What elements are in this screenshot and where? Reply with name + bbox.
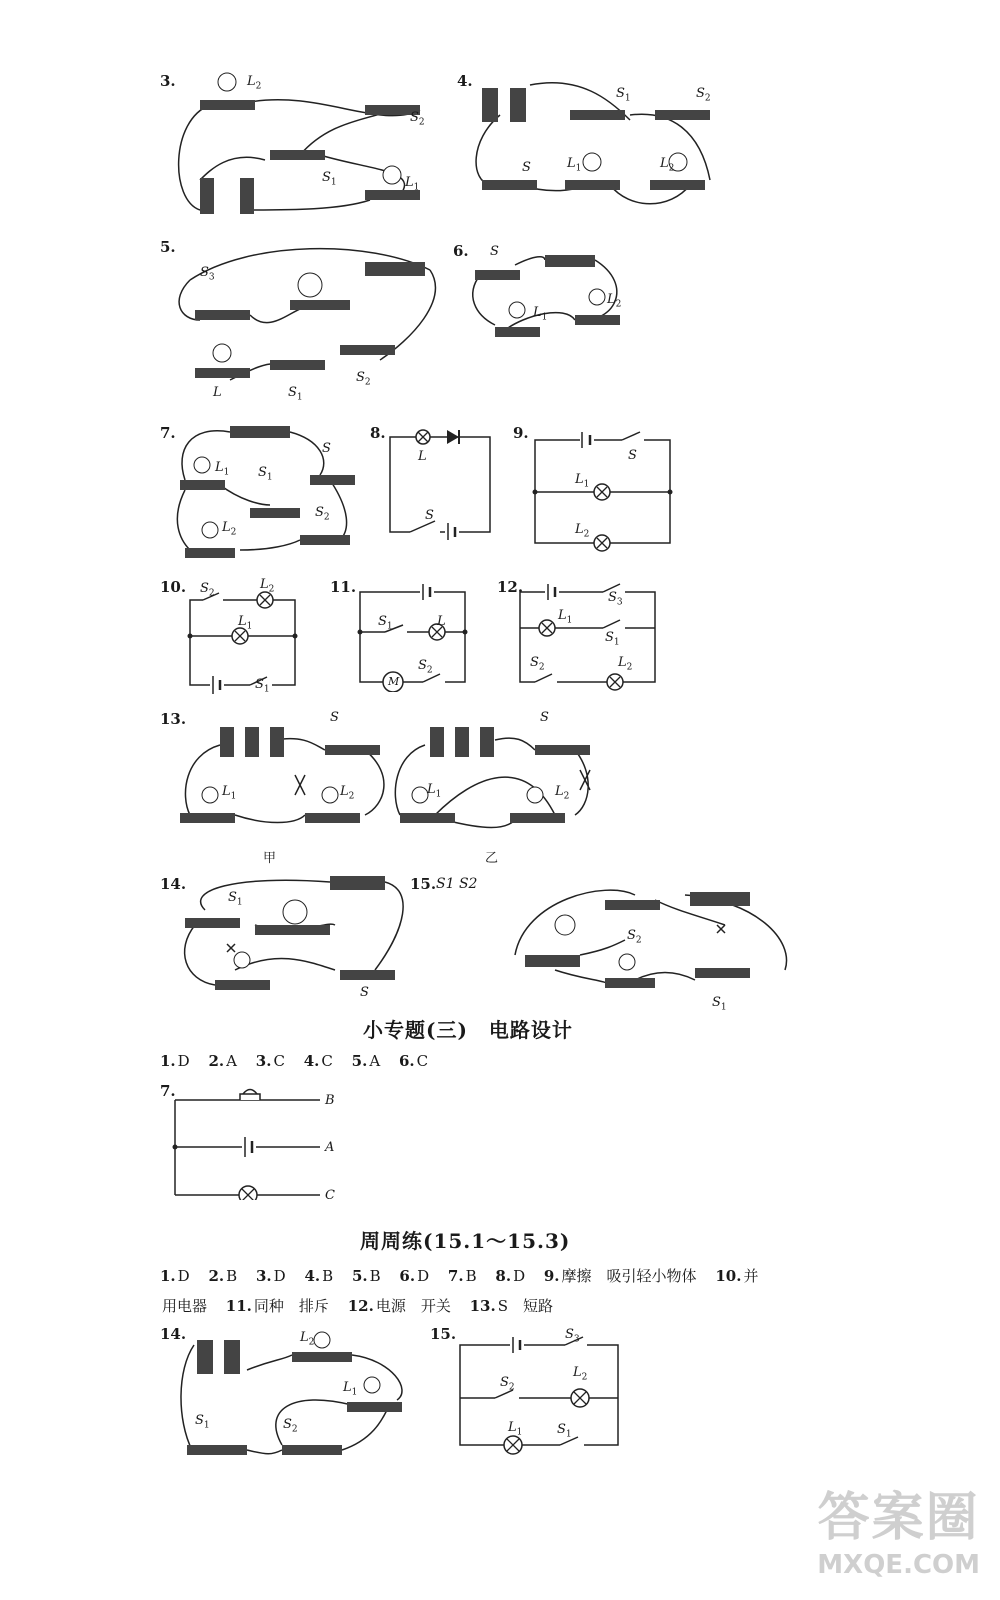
problem-12-label: $L_1$: [558, 608, 573, 626]
q15-label: $S_3$: [565, 1327, 580, 1345]
answer-item: 3. D: [255, 1267, 286, 1285]
q14-label: $L_2$: [300, 1330, 315, 1348]
q7-terminal-b: B: [325, 1093, 335, 1108]
answer-item: 11. 同种 排斥: [225, 1297, 329, 1315]
problem-4-circuit-diagram: [470, 70, 730, 220]
q14-label: $S_2$: [283, 1417, 298, 1435]
q15-label: $L_2$: [573, 1365, 588, 1383]
problem-8-number: 8.: [370, 424, 386, 442]
problem-7-label: $L_1$: [215, 460, 230, 478]
problem-6-label: $L_1$: [533, 305, 548, 323]
section-2-q15-circuit-diagram: [455, 1335, 625, 1455]
problem-3-label: $L_2$: [247, 74, 262, 92]
problem-3-label: $S_2$: [410, 110, 425, 128]
section-2-answers-line-2: [160, 1295, 567, 1316]
problem-3-circuit-diagram: [170, 60, 440, 230]
answer-item: 3. C: [255, 1052, 285, 1070]
answer-item: 2. A: [208, 1052, 237, 1070]
answer-item: 4. B: [304, 1267, 334, 1285]
problem-8-label: L: [418, 449, 427, 464]
section-1-answers: [160, 1052, 442, 1070]
problem-12-number: 12.: [497, 578, 524, 596]
problem-7-circuit-diagram: [170, 420, 360, 565]
problem-4-label: $S_1$: [616, 86, 631, 104]
problem-7-label: $S_2$: [315, 505, 330, 523]
answer-item: 1. D: [160, 1267, 190, 1285]
motor-label: M: [388, 675, 400, 688]
problem-13-number: 13.: [160, 710, 187, 728]
answer-item: 8. D: [495, 1267, 526, 1285]
caption-jia: 甲: [263, 851, 277, 866]
problem-15-answer: S1 S2: [436, 876, 478, 892]
watermark-logo: [817, 1475, 980, 1580]
answer-item: 6. C: [398, 1052, 429, 1070]
problem-13-label: S: [540, 710, 549, 725]
problem-6-number: 6.: [453, 242, 469, 260]
answer-item: 5. B: [351, 1267, 381, 1285]
q14-label: $L_1$: [343, 1380, 358, 1398]
problem-13-label: $L_2$: [340, 784, 355, 802]
q7-terminal-a: A: [325, 1140, 335, 1155]
section-title-circuit-design: 小专题(三) 电路设计: [363, 1018, 573, 1042]
problem-11-number: 11.: [330, 578, 357, 596]
problem-12-label: $S_2$: [530, 655, 545, 673]
answer-item: 5. A: [351, 1052, 381, 1070]
problem-13-label: S: [330, 710, 339, 725]
answer-item: 10. 并: [715, 1267, 759, 1285]
problem-3-label: $S_1$: [322, 170, 337, 188]
problem-14-label: $S_1$: [228, 890, 243, 908]
q15-label: $S_2$: [500, 1375, 515, 1393]
problem-5-number: 5.: [160, 238, 176, 256]
problem-12-label: $L_2$: [618, 655, 633, 673]
problem-4-number: 4.: [457, 72, 473, 90]
problem-12-label: $S_3$: [608, 590, 623, 608]
problem-10-label: $S_2$: [200, 581, 215, 599]
problem-13-label: $L_1$: [427, 782, 442, 800]
problem-12-circuit-diagram: [515, 582, 660, 692]
answer-item: 6. D: [399, 1267, 430, 1285]
q14-label: $S_1$: [195, 1413, 210, 1431]
problem-5-label: $S_2$: [356, 370, 371, 388]
problem-9-circuit-diagram: [530, 430, 680, 555]
problem-4-label: $S_2$: [696, 86, 711, 104]
problem-14-number: 14.: [160, 875, 187, 893]
problem-12-label: $S_1$: [605, 630, 620, 648]
answer-item: 用电器: [162, 1297, 208, 1315]
answer-item: 9. 摩擦 吸引轻小物体: [543, 1267, 697, 1285]
problem-7-label: S: [322, 441, 331, 456]
q15-label: $S_1$: [557, 1422, 572, 1440]
section-title-weekly-practice: 周周练(15.1～15.3): [360, 1229, 571, 1253]
answer-item: 7. B: [447, 1267, 477, 1285]
section-1-q7-circuit-diagram: [170, 1085, 330, 1200]
problem-9-label: $L_2$: [575, 522, 590, 540]
problem-11-label: L: [437, 614, 446, 629]
problem-14-label: S: [360, 985, 369, 1000]
problem-9-label: $L_1$: [575, 472, 590, 490]
problem-7-label: $L_2$: [222, 520, 237, 538]
problem-7-label: $S_1$: [258, 465, 273, 483]
problem-4-label: $L_1$: [567, 156, 582, 174]
problem-6-label: S: [490, 244, 499, 259]
watermark-text: 答案圈: [817, 1487, 980, 1548]
problem-4-label: $L_2$: [660, 156, 675, 174]
problem-5-label: $S_1$: [288, 385, 303, 403]
problem-7-number: 7.: [160, 424, 176, 442]
problem-10-number: 10.: [160, 578, 187, 596]
problem-11-label: $S_1$: [378, 614, 393, 632]
problem-15-number: 15.: [410, 875, 437, 893]
answer-item: 1. D: [160, 1052, 190, 1070]
problem-13-label: $L_1$: [222, 784, 237, 802]
problem-5-circuit-diagram: [170, 240, 440, 400]
problem-10-label: $L_2$: [260, 577, 275, 595]
problem-11-circuit-diagram: [355, 582, 470, 692]
problem-5-label: $S_3$: [200, 265, 215, 283]
problem-10-label: $S_1$: [255, 677, 270, 695]
q7-terminal-c: C: [325, 1188, 335, 1203]
problem-13-label: $L_2$: [555, 784, 570, 802]
answer-item: 12. 电源 开关: [347, 1297, 451, 1315]
section-1-q7-number: 7.: [160, 1082, 176, 1100]
answer-item: 4. C: [303, 1052, 333, 1070]
answer-item: 13. S 短路: [469, 1297, 553, 1315]
problem-9-label: S: [628, 448, 637, 463]
problem-11-label: $S_2$: [418, 658, 433, 676]
problem-3-label: $L_1$: [405, 175, 420, 193]
problem-15-circuit-diagram: [495, 870, 795, 1000]
problem-5-label: L: [213, 385, 222, 400]
section-2-q14-circuit-diagram: [172, 1330, 422, 1465]
problem-9-number: 9.: [513, 424, 529, 442]
problem-8-circuit-diagram: [385, 425, 495, 540]
section-2-q14-number: 14.: [160, 1325, 187, 1343]
problem-8-label: S: [425, 508, 434, 523]
problem-15-label: $S_1$: [712, 995, 727, 1013]
problem-6-label: $L_2$: [607, 292, 622, 310]
problem-10-circuit-diagram: [185, 590, 300, 695]
section-2-q15-number: 15.: [430, 1325, 457, 1343]
watermark-url: MXQE.COM: [817, 1550, 980, 1580]
section-2-answers-line-1: [160, 1265, 772, 1286]
answer-item: 2. B: [208, 1267, 238, 1285]
problem-4-label: S: [522, 160, 531, 175]
problem-3-number: 3.: [160, 72, 176, 90]
problem-14-circuit-diagram: [175, 870, 415, 995]
caption-yi: 乙: [485, 851, 499, 866]
problem-13-circuit-diagram: [175, 715, 605, 835]
problem-15-label: $S_2$: [627, 928, 642, 946]
q15-label: $L_1$: [508, 1420, 523, 1438]
problem-10-label: $L_1$: [238, 614, 253, 632]
